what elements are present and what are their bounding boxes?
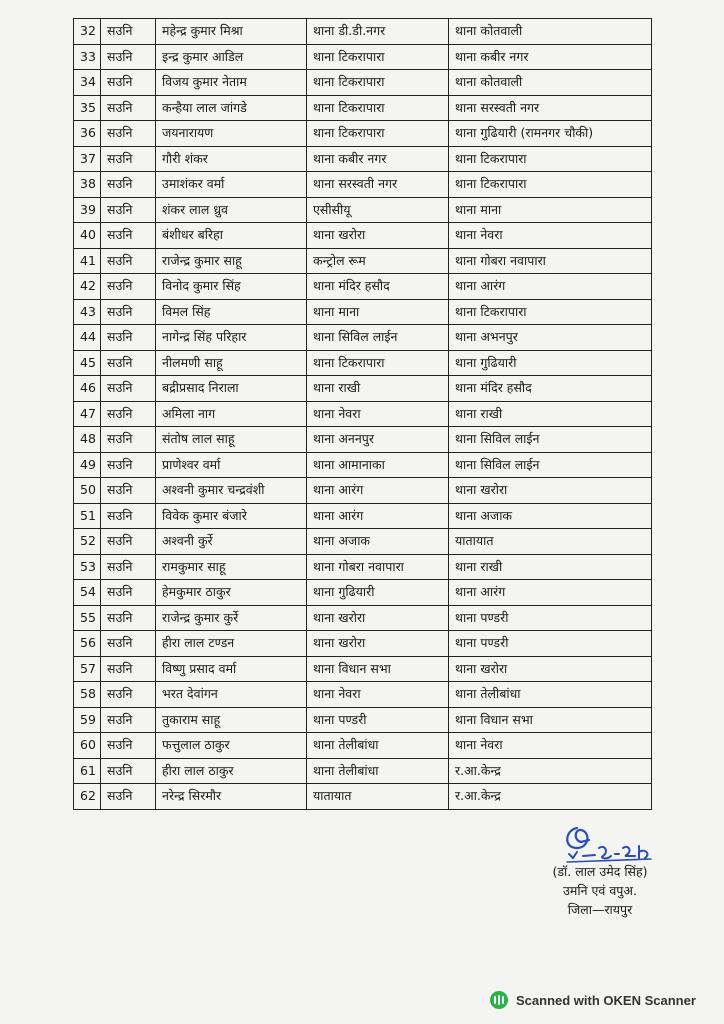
rank-cell: सउनि	[101, 19, 156, 45]
rank-cell: सउनि	[101, 427, 156, 453]
name-cell: नागेन्द्र सिंह परिहार	[156, 325, 307, 351]
rank-cell: सउनि	[101, 401, 156, 427]
to-post-cell: थाना खरोरा	[449, 478, 652, 504]
to-post-cell: थाना पण्डरी	[449, 631, 652, 657]
name-cell: शंकर लाल ध्रुव	[156, 197, 307, 223]
from-post-cell: थाना टिकरापारा	[307, 95, 449, 121]
serial-number: 45	[74, 350, 101, 376]
table-row	[74, 172, 652, 198]
rank-cell: सउनि	[101, 631, 156, 657]
rank-cell: सउनि	[101, 274, 156, 300]
to-post-cell: थाना टिकरापारा	[449, 146, 652, 172]
rank-cell: सउनि	[101, 121, 156, 147]
name-cell: विष्णु प्रसाद वर्मा	[156, 656, 307, 682]
name-cell: बद्रीप्रसाद निराला	[156, 376, 307, 402]
serial-number: 59	[74, 707, 101, 733]
table-row	[74, 707, 652, 733]
name-cell: रामकुमार साहू	[156, 554, 307, 580]
table-row	[74, 19, 652, 45]
table-row	[74, 529, 652, 555]
table-row	[74, 784, 652, 810]
rank-cell: सउनि	[101, 580, 156, 606]
name-cell: विवेक कुमार बंजारे	[156, 503, 307, 529]
from-post-cell: थाना कबीर नगर	[307, 146, 449, 172]
serial-number: 33	[74, 44, 101, 70]
name-cell: राजेन्द्र कुमार कुर्रे	[156, 605, 307, 631]
name-cell: संतोष लाल साहू	[156, 427, 307, 453]
to-post-cell: थाना कोतवाली	[449, 70, 652, 96]
rank-cell: सउनि	[101, 95, 156, 121]
serial-number: 39	[74, 197, 101, 223]
from-post-cell: थाना सिविल लाईन	[307, 325, 449, 351]
table-row	[74, 223, 652, 249]
from-post-cell: थाना राखी	[307, 376, 449, 402]
from-post-cell: थाना तेलीबांधा	[307, 758, 449, 784]
rank-cell: सउनि	[101, 758, 156, 784]
serial-number: 52	[74, 529, 101, 555]
serial-number: 62	[74, 784, 101, 810]
name-cell: हीरा लाल टण्डन	[156, 631, 307, 657]
serial-number: 57	[74, 656, 101, 682]
to-post-cell: यातायात	[449, 529, 652, 555]
rank-cell: सउनि	[101, 784, 156, 810]
table-row	[74, 70, 652, 96]
name-cell: अश्वनी कुर्रे	[156, 529, 307, 555]
table-row	[74, 427, 652, 453]
table-row	[74, 350, 652, 376]
serial-number: 55	[74, 605, 101, 631]
rank-cell: सउनि	[101, 299, 156, 325]
rank-cell: सउनि	[101, 733, 156, 759]
to-post-cell: थाना गुढियारी (रामनगर चौकी)	[449, 121, 652, 147]
rank-cell: सउनि	[101, 503, 156, 529]
serial-number: 53	[74, 554, 101, 580]
to-post-cell: थाना आरंग	[449, 274, 652, 300]
from-post-cell: थाना पण्डरी	[307, 707, 449, 733]
serial-number: 56	[74, 631, 101, 657]
serial-number: 47	[74, 401, 101, 427]
from-post-cell: थाना नेवरा	[307, 682, 449, 708]
serial-number: 61	[74, 758, 101, 784]
to-post-cell: थाना पण्डरी	[449, 605, 652, 631]
to-post-cell: थाना मंदिर हसौद	[449, 376, 652, 402]
from-post-cell: थाना खरोरा	[307, 605, 449, 631]
table-row	[74, 631, 652, 657]
serial-number: 49	[74, 452, 101, 478]
to-post-cell: थाना टिकरापारा	[449, 299, 652, 325]
to-post-cell: थाना अभनपुर	[449, 325, 652, 351]
from-post-cell: थाना आरंग	[307, 478, 449, 504]
name-cell: तुकाराम साहू	[156, 707, 307, 733]
to-post-cell: थाना टिकरापारा	[449, 172, 652, 198]
to-post-cell: थाना अजाक	[449, 503, 652, 529]
signatory-district: जिला—रायपुर	[567, 902, 633, 917]
rank-cell: सउनि	[101, 223, 156, 249]
to-post-cell: थाना आरंग	[449, 580, 652, 606]
to-post-cell: थाना तेलीबांधा	[449, 682, 652, 708]
rank-cell: सउनि	[101, 452, 156, 478]
serial-number: 43	[74, 299, 101, 325]
table-row	[74, 95, 652, 121]
from-post-cell: थाना मंदिर हसौद	[307, 274, 449, 300]
scanner-watermark	[489, 990, 696, 1010]
signatory-designation: उमनि एवं वपुअ.	[563, 883, 637, 898]
serial-number: 37	[74, 146, 101, 172]
to-post-cell: थाना विधान सभा	[449, 707, 652, 733]
table-row	[74, 733, 652, 759]
name-cell: फत्तुलाल ठाकुर	[156, 733, 307, 759]
to-post-cell: थाना गुढियारी	[449, 350, 652, 376]
from-post-cell: थाना आमानाका	[307, 452, 449, 478]
name-cell: जयनारायण	[156, 121, 307, 147]
rank-cell: सउनि	[101, 376, 156, 402]
to-post-cell: थाना सरस्वती नगर	[449, 95, 652, 121]
from-post-cell: थाना टिकरापारा	[307, 44, 449, 70]
name-cell: कन्हैया लाल जांगडे	[156, 95, 307, 121]
from-post-cell: थाना टिकरापारा	[307, 350, 449, 376]
to-post-cell: थाना राखी	[449, 554, 652, 580]
rank-cell: सउनि	[101, 350, 156, 376]
name-cell: गौरी शंकर	[156, 146, 307, 172]
to-post-cell: थाना कबीर नगर	[449, 44, 652, 70]
serial-number: 38	[74, 172, 101, 198]
table-row	[74, 503, 652, 529]
rank-cell: सउनि	[101, 325, 156, 351]
serial-number: 32	[74, 19, 101, 45]
serial-number: 54	[74, 580, 101, 606]
serial-number: 60	[74, 733, 101, 759]
signature-block	[520, 862, 680, 919]
table-row	[74, 274, 652, 300]
rank-cell: सउनि	[101, 248, 156, 274]
from-post-cell: एसीसीयू	[307, 197, 449, 223]
to-post-cell: थाना कोतवाली	[449, 19, 652, 45]
to-post-cell: र.आ.केन्द्र	[449, 758, 652, 784]
table-row	[74, 325, 652, 351]
to-post-cell: थाना नेवरा	[449, 733, 652, 759]
table-row	[74, 605, 652, 631]
table-row	[74, 580, 652, 606]
serial-number: 50	[74, 478, 101, 504]
table-row	[74, 478, 652, 504]
name-cell: भरत देवांगन	[156, 682, 307, 708]
transfer-table-body	[74, 19, 652, 810]
table-row	[74, 44, 652, 70]
table-row	[74, 682, 652, 708]
serial-number: 41	[74, 248, 101, 274]
rank-cell: सउनि	[101, 146, 156, 172]
transfer-table	[73, 18, 652, 810]
name-cell: प्राणेश्वर वर्मा	[156, 452, 307, 478]
serial-number: 51	[74, 503, 101, 529]
from-post-cell: थाना नेवरा	[307, 401, 449, 427]
rank-cell: सउनि	[101, 197, 156, 223]
name-cell: महेन्द्र कुमार मिश्रा	[156, 19, 307, 45]
table-row	[74, 121, 652, 147]
rank-cell: सउनि	[101, 554, 156, 580]
rank-cell: सउनि	[101, 44, 156, 70]
to-post-cell: थाना सिविल लाईन	[449, 427, 652, 453]
table-row	[74, 452, 652, 478]
rank-cell: सउनि	[101, 682, 156, 708]
rank-cell: सउनि	[101, 707, 156, 733]
from-post-cell: थाना डी.डी.नगर	[307, 19, 449, 45]
table-row	[74, 146, 652, 172]
from-post-cell: थाना अननपुर	[307, 427, 449, 453]
to-post-cell: थाना सिविल लाईन	[449, 452, 652, 478]
from-post-cell: थाना विधान सभा	[307, 656, 449, 682]
from-post-cell: थाना टिकरापारा	[307, 70, 449, 96]
table-row	[74, 656, 652, 682]
to-post-cell: थाना माना	[449, 197, 652, 223]
to-post-cell: थाना राखी	[449, 401, 652, 427]
from-post-cell: थाना खरोरा	[307, 223, 449, 249]
serial-number: 48	[74, 427, 101, 453]
serial-number: 42	[74, 274, 101, 300]
to-post-cell: थाना नेवरा	[449, 223, 652, 249]
rank-cell: सउनि	[101, 605, 156, 631]
from-post-cell: थाना गोबरा नवापारा	[307, 554, 449, 580]
name-cell: विनोद कुमार सिंह	[156, 274, 307, 300]
name-cell: राजेन्द्र कुमार साहू	[156, 248, 307, 274]
name-cell: विमल सिंह	[156, 299, 307, 325]
rank-cell: सउनि	[101, 656, 156, 682]
scanner-logo-icon	[489, 990, 509, 1010]
name-cell: विजय कुमार नेताम	[156, 70, 307, 96]
to-post-cell: थाना खरोरा	[449, 656, 652, 682]
table-row	[74, 554, 652, 580]
from-post-cell: यातायात	[307, 784, 449, 810]
table-row	[74, 299, 652, 325]
table-row	[74, 248, 652, 274]
name-cell: हेमकुमार ठाकुर	[156, 580, 307, 606]
to-post-cell: थाना गोबरा नवापारा	[449, 248, 652, 274]
table-row	[74, 401, 652, 427]
rank-cell: सउनि	[101, 70, 156, 96]
serial-number: 46	[74, 376, 101, 402]
name-cell: नीलमणी साहू	[156, 350, 307, 376]
table-row	[74, 758, 652, 784]
rank-cell: सउनि	[101, 172, 156, 198]
name-cell: इन्द्र कुमार आडिल	[156, 44, 307, 70]
from-post-cell: कन्ट्रोल रूम	[307, 248, 449, 274]
name-cell: हीरा लाल ठाकुर	[156, 758, 307, 784]
from-post-cell: थाना टिकरापारा	[307, 121, 449, 147]
from-post-cell: थाना माना	[307, 299, 449, 325]
rank-cell: सउनि	[101, 478, 156, 504]
table-row	[74, 376, 652, 402]
scanner-watermark-text: Scanned with OKEN Scanner	[516, 992, 696, 1008]
from-post-cell: थाना सरस्वती नगर	[307, 172, 449, 198]
serial-number: 34	[74, 70, 101, 96]
name-cell: नरेन्द्र सिरमौर	[156, 784, 307, 810]
serial-number: 58	[74, 682, 101, 708]
from-post-cell: थाना गुढियारी	[307, 580, 449, 606]
rank-cell: सउनि	[101, 529, 156, 555]
serial-number: 40	[74, 223, 101, 249]
table-row	[74, 197, 652, 223]
serial-number: 44	[74, 325, 101, 351]
from-post-cell: थाना खरोरा	[307, 631, 449, 657]
from-post-cell: थाना आरंग	[307, 503, 449, 529]
name-cell: बंशीधर बरिहा	[156, 223, 307, 249]
name-cell: उमाशंकर वर्मा	[156, 172, 307, 198]
serial-number: 36	[74, 121, 101, 147]
serial-number: 35	[74, 95, 101, 121]
to-post-cell: र.आ.केन्द्र	[449, 784, 652, 810]
signatory-name: (डॉ. लाल उमेद सिंह)	[552, 864, 648, 879]
name-cell: अमिला नाग	[156, 401, 307, 427]
from-post-cell: थाना तेलीबांधा	[307, 733, 449, 759]
name-cell: अश्वनी कुमार चन्द्रवंशी	[156, 478, 307, 504]
from-post-cell: थाना अजाक	[307, 529, 449, 555]
